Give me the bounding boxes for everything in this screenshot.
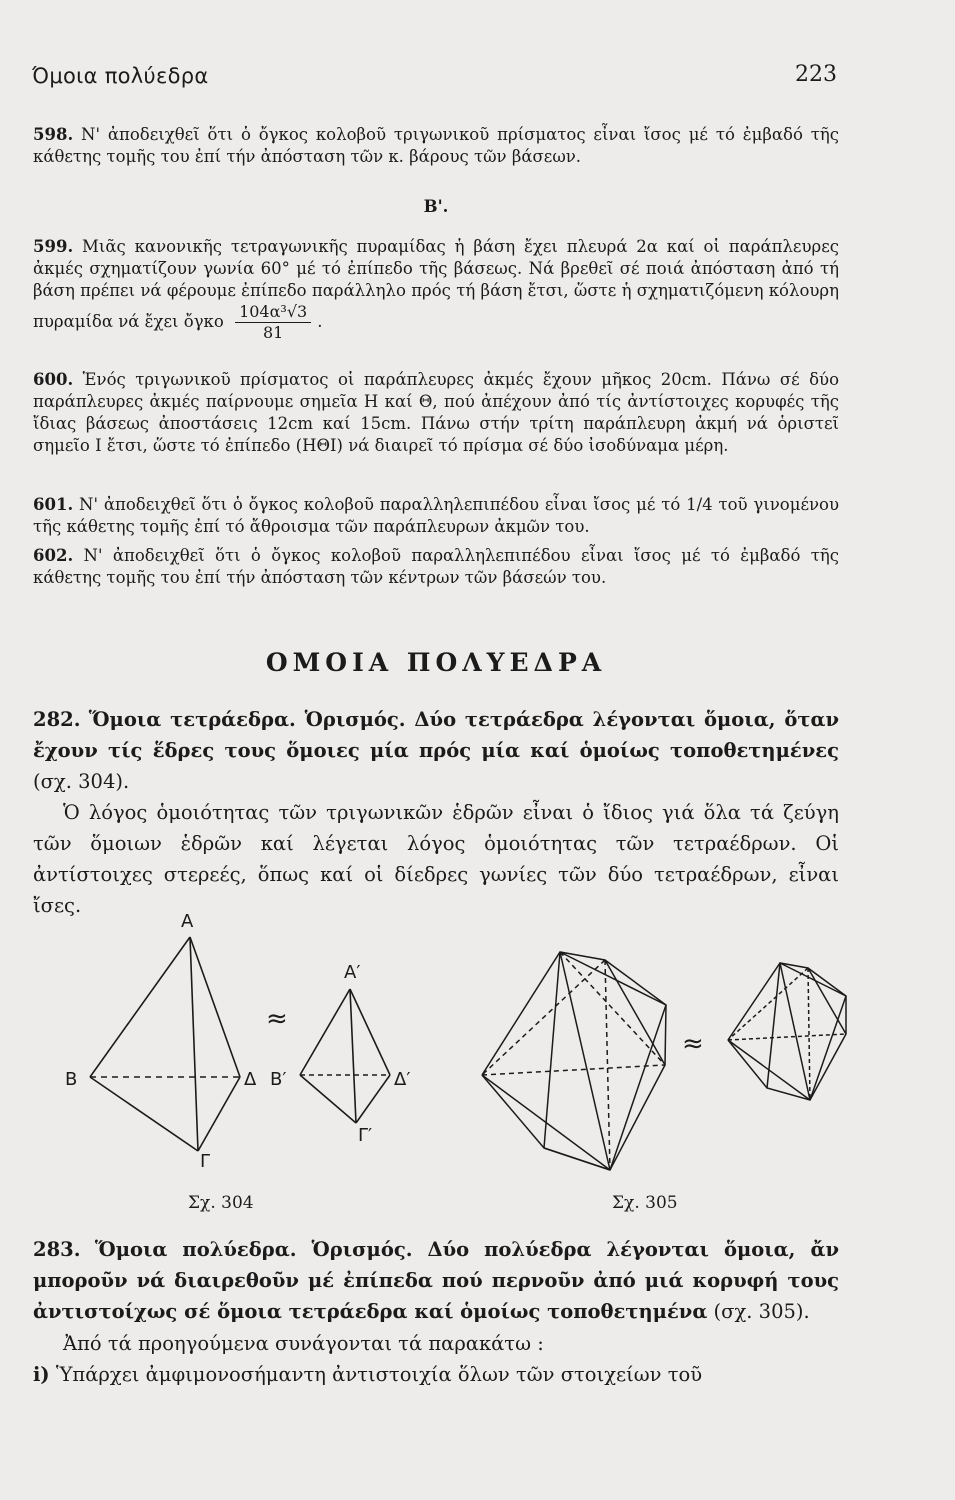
exercise-text: Μιᾶς κανονικῆς τετραγωνικῆς πυραμίδας ἡ βάση ἔχει πλευρά 2α καί οἱ παράπλευρες ἀκμές σχηματίζουν γωνία 60° μέ τό ἐπίπεδο τῆς βάσεως. Νά βρεθεῖ σέ ποιά ἀπόσταση ἀπό τή βάση πρέπει νά φέρουμε ἐπίπεδο παράλληλο πρός τή βάση ἔτσι, ὥστε ἡ σχηματιζόμενη κόλουρη πυραμίδα νά ἔχει ὄγκο: [33, 237, 839, 331]
exercise-number: 602.: [33, 546, 74, 565]
exercise-number: 599.: [33, 237, 74, 256]
exercise-number: 601.: [33, 495, 74, 514]
similarity-sign: ≈: [266, 1004, 288, 1034]
definition-bold: Ὅμοια πολύεδρα. Ὁρισμός. Δύο πολύεδρα λέγονται ὅμοια, ἄν μποροῦν νά διαιρεθοῦν μέ ἐπίπεδα πού περνοῦν ἀπό μιά κορυφή τους ἀντιστοίχως σέ ὅμοια τετράεδρα καί ὁμοίως τοποθετημένα: [33, 1238, 840, 1323]
figure-304-caption: Σχ. 304: [188, 1193, 254, 1213]
section-title: ΟΜΟΙΑ ΠΟΛΥΕΔΡΑ: [265, 648, 607, 677]
paragraph-283: [33, 1234, 839, 1327]
figure-305-drawing: [470, 930, 880, 1180]
vertex-d-prime-label: Δ′: [394, 1069, 411, 1090]
similarity-sign: ≈: [682, 1029, 704, 1059]
item-text: Ὑπάρχει ἀμφιμονοσήμαντη ἀντιστοιχία ὅλων τῶν στοιχείων τοῦ: [55, 1363, 703, 1386]
exercise-group-label: Β'.: [423, 197, 449, 216]
vertex-g-label: Γ: [200, 1151, 211, 1170]
sentence-end: .: [317, 312, 323, 331]
paragraph-283-item-i: [33, 1359, 839, 1390]
paragraph-283-intro: Ἀπό τά προηγούμενα συνάγονται τά παρακάτω :: [63, 1332, 544, 1355]
exercise-text: Ἑνός τριγωνικοῦ πρίσματος οἱ παράπλευρες ἀκμές ἔχουν μῆκος 20cm. Πάνω σέ δύο παράπλευρες ἀκμές παίρνουμε σημεῖα Η καί Θ, πού ἀπέχουν ἀπό τίς ἀντίστοιχες κορυφές τῆς ἴδιας βάσεως ἀποστάσεις 12cm καί 15cm. Πάνω στήν τρίτη παράπλευρη ἀκμή νά ὁριστεῖ σημεῖο Ι ἔτσι, ὥστε τό ἐπίπεδο (ΗΘΙ) νά διαιρεῖ τό πρίσμα σέ δύο ἰσοδύναμα μέρη.: [33, 370, 840, 455]
exercise-text: Ν' ἀποδειχθεῖ ὅτι ὁ ὄγκος κολοβοῦ τριγωνικοῦ πρίσματος εἶναι ἴσος μέ τό ἐμβαδό τῆς κάθετης τομῆς του ἐπί τήν ἀπόσταση τῶν κ. βάρους τῶν βάσεων.: [33, 125, 839, 166]
exercise-number: 600.: [33, 370, 74, 389]
paragraph-282: [33, 704, 839, 797]
exercise-599: [33, 236, 839, 343]
paragraph-282-body: Ὁ λόγος ὁμοιότητας τῶν τριγωνικῶν ἑδρῶν εἶναι ὁ ἴδιος γιά ὅλα τά ζεύγη τῶν ὅμοιων ἑδρῶν καί λέγεται λόγος ὁμοιότητας τῶν τετραέδρων. Οἱ ἀντίστοιχες στερεές, ὅπως καί οἱ δίεδρες γωνίες τῶν δύο τετραέδρων, εἶναι ἴσες.: [33, 801, 839, 917]
paragraph-number: 282.: [33, 708, 81, 731]
vertex-d-label: Δ: [244, 1069, 257, 1090]
vertex-b-label: B: [65, 1069, 78, 1090]
paragraph-number: 283.: [33, 1238, 81, 1261]
fraction-denominator: 81: [262, 323, 284, 342]
figure-304-drawing: [60, 905, 440, 1170]
figure-305-caption: Σχ. 305: [612, 1193, 678, 1213]
exercise-text: Ν' ἀποδειχθεῖ ὅτι ὁ ὄγκος κολοβοῦ παραλληλεπιπέδου εἶναι ἴσος μέ τό 1/4 τοῦ γινομένου τῆς κάθετης τομῆς ἐπί τό ἄθροισμα τῶν παράπλευρων ἀκμῶν του.: [33, 495, 839, 536]
volume-fraction: [235, 302, 311, 343]
definition-bold: Ὅμοια τετράεδρα. Ὁρισμός. Δύο τετράεδρα λέγονται ὅμοια, ὅταν ἔχουν τίς ἕδρες τους ὅμοιες μία πρός μία καί ὁμοίως τοποθετημένες: [33, 708, 839, 762]
exercise-text: Ν' ἀποδειχθεῖ ὅτι ὁ ὄγκος κολοβοῦ παραλληλεπιπέδου εἶναι ἴσος μέ τό ἐμβαδό τῆς κάθετης τομῆς του ἐπί τήν ἀπόσταση τῶν κέντρων τῶν βάσεών του.: [33, 546, 839, 587]
page-number: 223: [795, 62, 837, 87]
vertex-a-label: A: [181, 911, 194, 932]
exercise-600: [33, 369, 839, 457]
exercise-602: [33, 545, 839, 589]
fraction-numerator: 104α³√3: [235, 302, 311, 323]
exercise-598: [33, 124, 839, 168]
exercise-601: [33, 494, 839, 538]
exercise-number: 598.: [33, 125, 74, 144]
figure-reference: (σχ. 304).: [33, 770, 130, 793]
item-label: i): [33, 1363, 50, 1386]
vertex-b-prime-label: B′: [270, 1069, 287, 1090]
running-header-title: Όμοια πολύεδρα: [32, 64, 209, 88]
figure-reference: (σχ. 305).: [713, 1300, 810, 1323]
vertex-a-prime-label: A′: [344, 962, 361, 983]
figure-304: [60, 905, 440, 1170]
vertex-g-prime-label: Γ′: [358, 1125, 373, 1146]
figure-305: [470, 930, 880, 1180]
